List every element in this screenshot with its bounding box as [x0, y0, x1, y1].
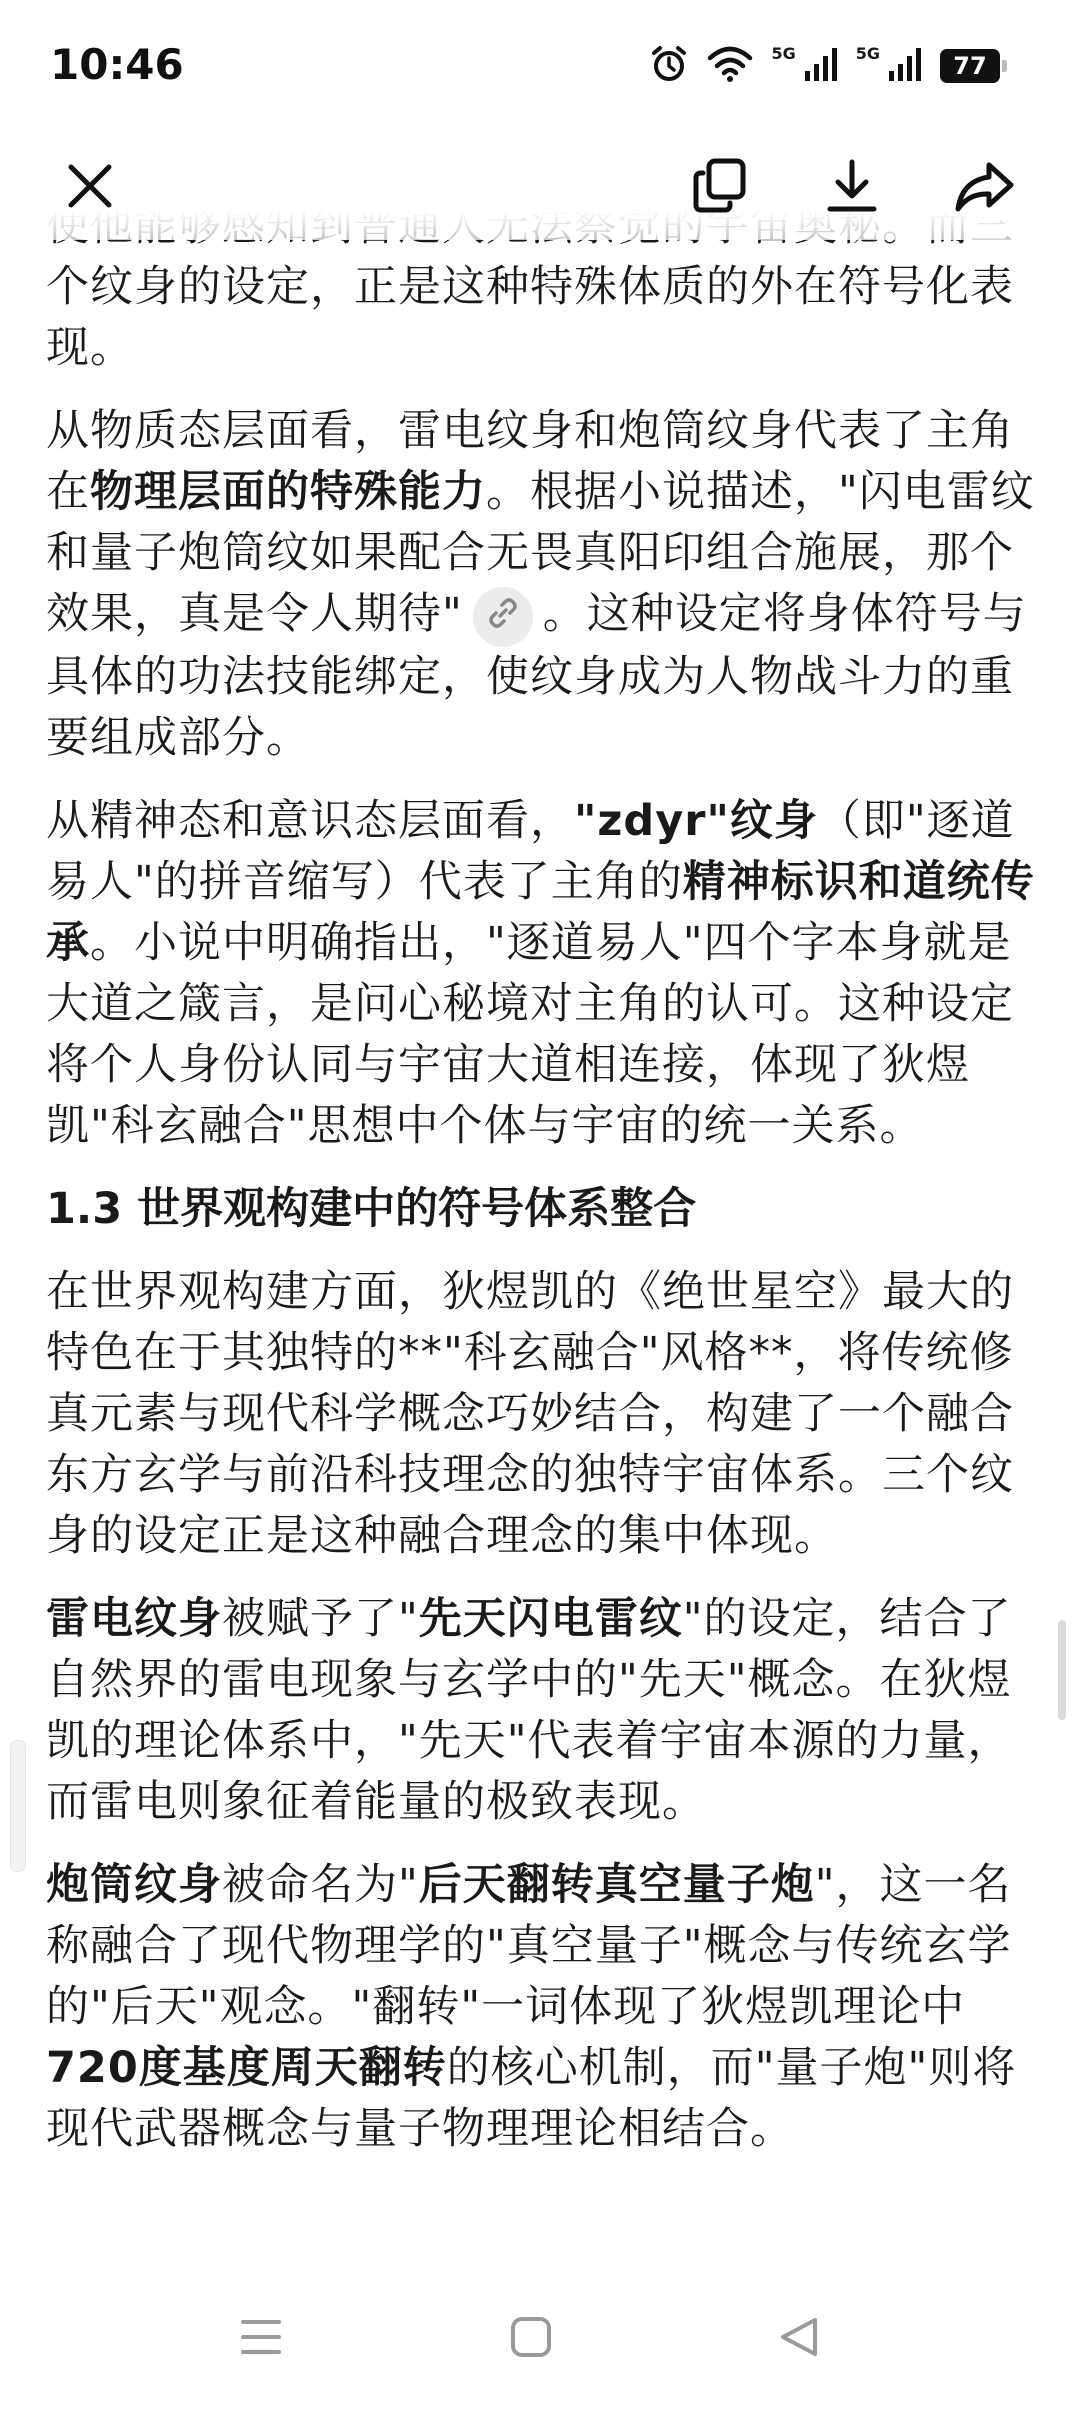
share-icon	[953, 157, 1015, 219]
paragraph-text: 从物质态层面看，雷电纹身和炮筒纹身代表了主角在	[46, 406, 1014, 517]
download-button[interactable]	[812, 148, 892, 228]
menu-button[interactable]	[226, 2304, 296, 2374]
paragraph-text: （即"逐道易人"的拼音缩写）代表了主角的	[46, 795, 1015, 907]
link-icon	[486, 586, 520, 647]
paragraph-text: 被命名为"	[222, 1859, 419, 1910]
paragraph	[46, 1262, 1036, 1567]
status-icons	[649, 44, 1000, 88]
status-time: 10:46	[50, 40, 184, 89]
paragraph-text: 。小说中明确指出，"逐道易人"四个字本身就是大道之箴言，是问心秘境对主角的认可。这种设定将个人身份认同与宇宙大道相连接，体现了狄煜凯"科玄融合"思想中个体与宇宙的统一关系。	[46, 917, 1014, 1151]
download-icon	[823, 157, 881, 219]
signal-2-label: 5G	[855, 44, 880, 63]
paragraph-text: 。这种设定将身体符号与具体的功法技能绑定，使纹身成为人物战斗力的重要组成部分。	[46, 589, 1027, 763]
paragraph-text: 在世界观构建方面，狄煜凯的《绝世星空》最大的特色在于其独特的**"科玄融合"风格**，将传统修真元素与现代科学概念巧妙结合，构建了一个融合东方玄学与前沿科技理念的独特宇宙体系。三个纹身的设定正是这种融合理念的集中体现。	[46, 1266, 1014, 1561]
paragraph-text: 被赋予了"	[222, 1593, 419, 1644]
paragraph-text: 的核心机制，而"量子炮"则将现代武器概念与量子物理理论相结合。	[46, 2042, 1017, 2154]
article-content	[46, 196, 1036, 2262]
paragraph-text: "的设定，结合了自然界的雷电现象与玄学中的"先天"概念。在狄煜凯的理论体系中，"先天"代表着宇宙本源的力量，而雷电则象征着能量的极致表现。	[46, 1593, 1012, 1827]
copy-button[interactable]	[680, 148, 760, 228]
bold-text: "zdyr"纹身	[574, 795, 818, 846]
edge-panel-handle[interactable]	[10, 1740, 26, 1872]
home-button[interactable]	[496, 2304, 566, 2374]
navigation-bar	[0, 2262, 1080, 2412]
alarm-icon	[649, 44, 689, 88]
bold-text: 后天翻转真空量子炮	[418, 1859, 815, 1910]
copy-icon	[691, 157, 749, 219]
bold-text: 720度基度周天翻转	[46, 2042, 447, 2093]
bold-text: 炮筒纹身	[46, 1859, 222, 1910]
bold-text: 物理层面的特殊能力	[90, 467, 486, 517]
signal-icon	[804, 47, 838, 85]
close-button[interactable]	[50, 148, 130, 228]
section-heading: 1.3 世界观构建中的符号体系整合	[46, 1183, 697, 1234]
bold-text: 先天闪电雷纹	[418, 1593, 683, 1644]
signal-1-label: 5G	[771, 44, 796, 63]
paragraph	[46, 791, 1036, 1157]
home-icon	[509, 2315, 553, 2363]
menu-icon	[239, 2317, 283, 2361]
share-button[interactable]	[944, 148, 1024, 228]
signal-icon	[888, 47, 922, 85]
paragraph-text: 从精神态和意识态层面看，	[46, 795, 574, 846]
battery-icon	[940, 49, 1000, 83]
back-button[interactable]	[764, 2304, 834, 2374]
close-icon	[63, 159, 117, 217]
paragraph-text: 。根据小说描述，"闪电雷纹和量子炮筒纹如果配合无畏真阳印组合施展，那个效果，真是令人期待"	[46, 467, 1035, 639]
back-icon	[777, 2315, 821, 2363]
bold-text: 雷电纹身	[46, 1593, 222, 1644]
paragraph-text: 个纹身的设定，正是这种特殊体质的外在符号化表现。	[46, 262, 1014, 373]
battery-level: 77	[953, 52, 987, 80]
status-bar	[0, 0, 1080, 140]
wifi-icon	[707, 46, 753, 86]
paragraph	[46, 401, 1036, 769]
top-toolbar	[0, 140, 1080, 240]
paragraph	[46, 1589, 1036, 1833]
paragraph-text: "，这一名称融合了现代物理学的"真空量子"概念与传统玄学的"后天"观念。"翻转"一词体现了狄煜凯理论中	[46, 1859, 1012, 2032]
paragraph	[46, 1855, 1036, 2160]
scrollbar-thumb[interactable]	[1058, 1620, 1066, 1720]
source-link-button[interactable]	[473, 587, 533, 647]
bold-text: 精神标识和道统传承	[46, 856, 1035, 968]
